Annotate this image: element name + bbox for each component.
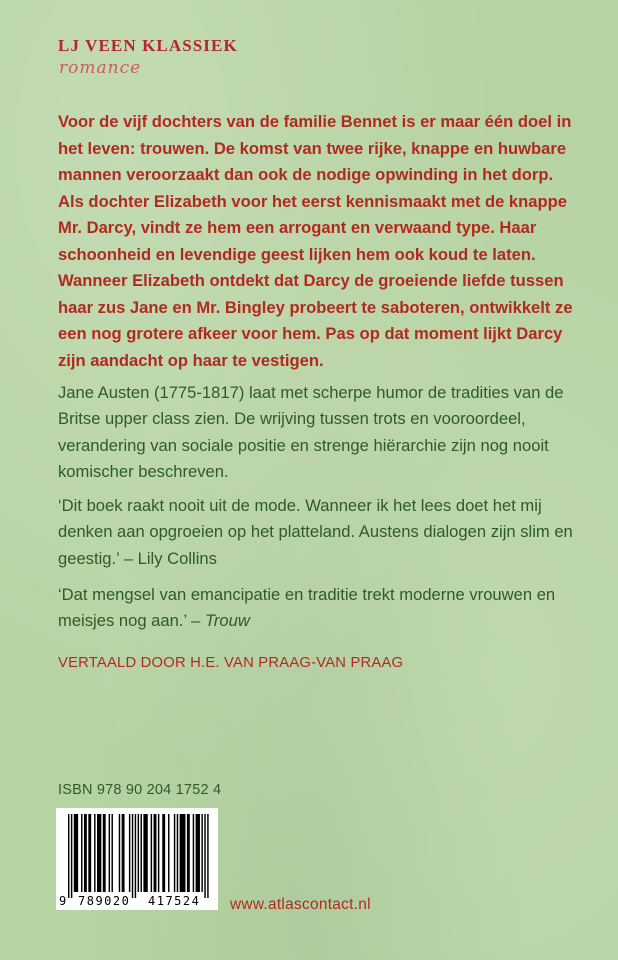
barcode-bar xyxy=(129,814,130,892)
barcode-bar xyxy=(154,814,157,892)
barcode-bar xyxy=(162,814,165,892)
barcode-bar xyxy=(174,814,175,892)
genre-label: romance xyxy=(59,58,142,78)
series-title: LJ VEEN KLASSIEK xyxy=(58,36,238,55)
isbn-number: ISBN 978 90 204 1752 4 xyxy=(58,782,222,798)
barcode-bar xyxy=(103,814,106,892)
barcode-bar xyxy=(207,814,208,898)
barcode-bar xyxy=(187,814,190,892)
barcode-bar xyxy=(138,814,139,892)
barcode-bar xyxy=(68,814,69,898)
barcode-bar xyxy=(177,814,178,892)
barcode-bar xyxy=(135,814,136,898)
review-quote-1 xyxy=(58,493,578,572)
barcode-bar xyxy=(81,814,82,892)
barcode-bar xyxy=(94,814,95,892)
barcode-bar xyxy=(204,814,205,898)
barcode-bar xyxy=(132,814,133,898)
quote-source: Lily Collins xyxy=(137,548,217,568)
barcode-bar xyxy=(109,814,110,892)
barcode-bar xyxy=(143,814,147,892)
barcode-bar xyxy=(196,814,200,892)
review-quote-2 xyxy=(58,582,578,635)
quote-text: ‘Dat mengsel van emancipatie en traditie trekt moderne vrouwen en meisjes nog aan.’ – xyxy=(58,585,556,631)
barcode-first-digit: 9 xyxy=(59,894,67,908)
barcode-right-digits: 417524 xyxy=(148,894,201,908)
barcode-bar xyxy=(112,814,113,892)
barcode-bar xyxy=(158,814,159,892)
barcode-bar xyxy=(88,814,91,892)
barcode-bar xyxy=(84,814,87,892)
synopsis-paragraph: Voor de vijf dochters van de familie Bennet is er maar één doel in het leven: trouwen. De komst van twee rijke, knappe en huwbare mannen veroorzaakt dan ook de nodige opwinding in het dorp. Als dochter Elizabeth voor het eerst kennismaakt met de knappe Mr. Darcy, vindt ze hem een arrogant en verwaand type. Haar schoonheid en levendige geest lijken hem ook koud te laten. Wanneer Elizabeth ontdekt dat Darcy de groeiende liefde tussen haar zus Jane en Mr. Bingley probeert te saboteren, ontwikkelt ze een nog grotere afkeer voor hem. Pas op dat moment lijkt Darcy zijn aandacht op haar te vestigen. xyxy=(58,112,573,370)
publisher-website: www.atlascontact.nl xyxy=(230,896,371,913)
translator-credit: VERTAALD DOOR H.E. VAN PRAAG-VAN PRAAG xyxy=(58,655,404,671)
barcode-bar xyxy=(119,814,120,892)
barcode-bar xyxy=(97,814,101,892)
barcode-bar xyxy=(201,814,202,892)
quote-source: Trouw xyxy=(204,611,250,631)
barcode-bar xyxy=(71,814,72,898)
barcode-bar xyxy=(193,814,194,892)
barcode xyxy=(56,808,218,910)
barcode-bar xyxy=(180,814,186,892)
barcode-bar xyxy=(151,814,152,892)
barcode-bar xyxy=(141,814,142,892)
author-paragraph: Jane Austen (1775-1817) laat met scherpe humor de tradities van de Britse upper class zien. De wrijving tussen trots en vooroordeel, verandering van sociale positie en strenge hiërarchie zijn nog nooit komischer beschreven. xyxy=(58,383,564,482)
barcode-bar xyxy=(168,814,169,892)
barcode-bar xyxy=(74,814,78,892)
barcode-left-digits: 789020 xyxy=(78,894,131,908)
quote-text: ‘Dit boek raakt nooit uit de mode. Wanneer ik het lees doet het mij denken aan opgroeien op het platteland. Austens dialogen zijn slim en geestig.’ – xyxy=(58,496,573,568)
barcode-bar xyxy=(122,814,125,892)
